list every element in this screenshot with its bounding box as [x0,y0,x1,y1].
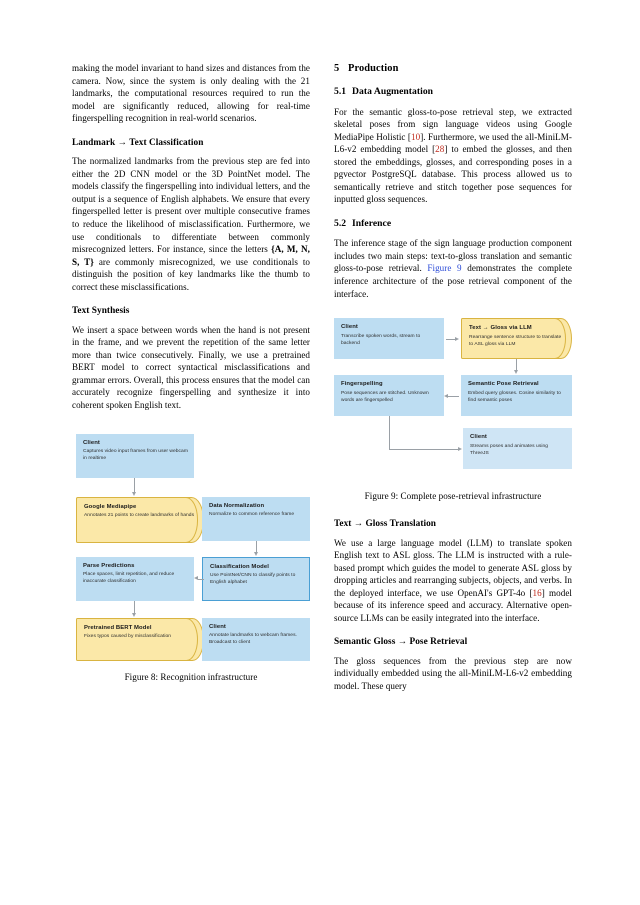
node-title: Fingerspelling [341,381,383,388]
subsection-title: Data Augmentation [352,86,434,97]
node-fingerspelling [334,375,444,416]
node-parse-predictions [76,557,194,601]
inference-part2: demonstrates the complete inference architecture of the pose retrieval component of the interface. [334,263,572,299]
node-desc: Fixes typos caused by misclassification [84,634,172,640]
section-title: Production [348,63,399,74]
node-title: Text → Gloss via LLM [469,325,532,332]
node-title: Client [470,434,487,441]
node-desc: Embed query glosses. Cosine similarity to find semantic poses [468,390,561,403]
figure-9-crossref-link[interactable]: Figure 9 [427,263,462,274]
node-client-transcribe [334,318,444,359]
node-title: Client [83,439,100,446]
data-aug-part1: For the semantic gloss-to-pose retrieval step, we extracted skeletal poses from sign language videos using Google MediaPipe Holistic [ [334,106,572,142]
figure-9-diagram [334,318,572,480]
node-desc: Transcribe spoken words, stream to backend [341,333,421,346]
heading-semantic-gloss-pose-retrieval: Semantic Gloss → Pose Retrieval [334,637,468,648]
node-title: Classification Model [210,563,269,570]
spacer [72,125,310,137]
arrowhead-right-icon [458,447,462,451]
node-title: Parse Predictions [83,562,135,569]
arrowhead-left-icon [194,576,198,580]
figure-8 [72,434,310,683]
arrowhead-down-icon [514,370,518,374]
citation-10[interactable]: 10 [411,131,421,142]
citation-16[interactable]: 16 [532,587,542,598]
connector [389,416,390,450]
node-desc: Use PointNet/CNN to classify points to English alphabet [210,573,296,586]
right-column [334,62,572,693]
node-desc: Captures video input frames from user webcam in realtime [83,449,188,462]
paragraph-continued: making the model invariant to hand sizes and distances from the camera. Now, since the system is only dealing with the 21 landmarks, the computational resources required to run the model are significantly reduced, allowing for real-time fingerspelling recognition in real-world scenarios. [72,63,310,124]
paragraph-text-gloss-translation [334,537,572,625]
node-desc: Annotates 21 points to create landmarks of hands [84,513,195,519]
paragraph-landmark-classification [72,155,310,293]
spacer [334,206,572,218]
spacer [334,230,572,237]
node-title: Client [209,623,226,630]
connector [198,579,204,580]
connector [448,396,459,397]
inference-part1: The inference stage of the sign language production component includes two main steps: text-to-gloss translation and semantic gloss-to-pose retrieval. [334,238,572,274]
citation-28[interactable]: 28 [435,144,445,155]
node-title: Data Normalization [209,502,265,509]
node-pretrained-bert-model [76,618,204,661]
left-column [72,62,310,693]
paragraph-data-augmentation [334,106,572,206]
arrowhead-down-icon [254,552,258,556]
node-classification-model [202,557,310,601]
node-desc: Rearrange sentence structure to translate to ASL gloss via LLM [469,334,562,347]
node-semantic-pose-retrieval [461,375,572,416]
node-client-stream [463,428,572,469]
subsection-heading-inference [334,218,572,231]
paragraph-inference [334,237,572,300]
node-client-capture [76,434,194,478]
text-gloss-part2: ] model because of its inference speed and accuracy. Alternative open-source LLMs can be easily integrated into the interface. [334,587,572,623]
figure-8-diagram [72,434,310,661]
arrowhead-right-icon [455,337,459,341]
node-client-annotate [202,618,310,661]
two-column-layout [72,62,572,693]
arrowhead-down-icon [132,613,136,617]
landmark-text-part1: The normalized landmarks from the previous step are fed into either the 2D CNN model or the 3D PointNet model. The models classify the fingerspelling into individual letters, and the output is a sequence of English alphabets. We ensure that every fingerspelled letter is present over multiple consecutive frames to reduce the likelihood of misclassification. Furthermore, we use conditionals to differentiate between commonly misrecognized letters. For instance, since the letters [72,156,310,255]
heading-text-gloss-translation: Text → Gloss Translation [334,519,437,530]
data-aug-part2: ]. Furthermore, we used the all-MiniLM-L6-v2 embedding model [ [334,131,573,155]
subsection-number: 5.2 [334,217,347,229]
node-title: Semantic Pose Retrieval [468,381,539,388]
paragraph-text-synthesis: We insert a space between words when the hand is not present in the frame, and we prevent the repetition of the same letter more than twice consecutively. Finally, we use a pretrained BERT model to correct syntactical misclassifications and grammar errors. Overall, this process ensures that the model can accurately recognize fingerspelling and synthesize it into coherent spoken English text. [72,324,310,411]
node-desc: Annotate landmarks to webcam frames. Broadcast to client [209,633,297,646]
node-desc: Streams poses and animates using ThreeJS [470,443,548,456]
spacer [72,293,310,305]
heading-text-synthesis: Text Synthesis [72,306,130,317]
spacer [334,99,572,106]
node-title: Google Mediapipe [84,503,137,510]
figure-9-caption: Figure 9: Complete pose-retrieval infrastructure [364,491,542,502]
node-text-to-gloss-llm [461,318,572,359]
node-desc: Pose sequences are stitched. Unknown words are fingerspelled [341,390,429,403]
subsection-title: Inference [352,217,392,229]
node-desc: Normalize to common reference frame [209,512,295,518]
node-data-normalization [202,497,310,541]
arrowhead-down-icon [132,492,136,496]
node-title: Client [341,324,358,331]
node-desc: Place spaces, limit repetition, and reduce inaccurate classification [83,572,175,585]
arrowhead-left-icon [444,394,448,398]
heading-landmark-text-classification: Landmark → Text Classification [72,137,204,148]
figure-9 [334,318,572,502]
node-google-mediapipe [76,497,204,543]
paragraph-semantic-gloss-pose-retrieval: The gloss sequences from the previous step are now individually embedded using the all-MiniLM-L6-v2 embedding model. These query [334,655,572,692]
spacer [334,624,572,636]
landmark-text-part2: are commonly misrecognized, we use conditionals to distinguish the position of key landmarks like the thumb to correct these misclassifications. [72,256,310,292]
connector [389,449,459,450]
spacer [334,502,572,518]
section-heading-production [334,62,572,75]
spacer [334,75,572,86]
subsection-heading-data-augmentation [334,86,572,99]
text-gloss-part1: We use a large language model (LLM) to translate spoken English text to ASL gloss. The LLM is instructed with a rule-based prompt which guides the model to generate ASL gloss by dropping articles and rearranging subjects, objects, and verbs. In the deployed interface, we use OpenAI's GPT-4o [ [334,537,572,598]
node-title: Pretrained BERT Model [84,624,152,631]
data-aug-part3: ] to embed the glosses, and then stored the embeddings, glosses, and corresponding poses in a pgvector PostgreSQL database. This process allowed us to semantically retrieve and stitch together pose sequences for inputted gloss sequences. [334,144,573,205]
landmark-math-set: {A, M, N, S, T} [72,244,310,267]
subsection-number: 5.1 [334,86,347,97]
section-number: 5 [334,63,340,74]
connector [134,478,135,493]
figure-8-caption: Figure 8: Recognition infrastructure [124,671,258,682]
